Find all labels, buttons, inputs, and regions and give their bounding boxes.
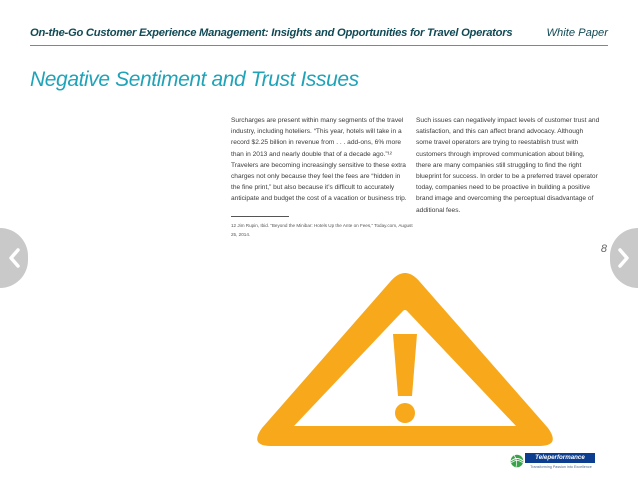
logo-wordmark: Teleperformance [525,453,595,463]
next-page-button[interactable] [610,228,638,288]
globe-emblem-icon [510,453,524,470]
footnote-divider [231,216,289,217]
body-column-left [231,115,411,205]
header-divider [30,45,608,46]
body-paragraph-left: Surcharges are present within many segments of the travel industry, including hoteliers. “This year, hotels will take in a record $2.25 billion in revenue from . . . add-ons, 6% more than in 2013 and nearly double that of a decade ago.”¹² Travelers are becoming increasingly sensitive to these extra charges not only because they feel the fees are “hidden in the fine print,” but also because it’s difficult to accurately anticipate and budget the cost of a vacation or business trip. [231,117,407,203]
chevron-left-icon [7,247,21,269]
previous-page-button[interactable] [0,228,28,288]
section-title: Negative Sentiment and Trust Issues [30,68,359,91]
page-number: 8 [600,243,607,255]
footnote: 12 Jim Rupin, Ibid. “Beyond the Minibar: Hotels Up the Ante on Fees,” Today.com, August 25, 2014. [231,223,413,238]
body-paragraph-right: Such issues can negatively impact levels of customer trust and satisfaction, and this can affect brand advocacy. Although some travel operators are trying to reestablish trust with customers through improved communication about billing, there are many companies still struggling to find the right blueprint for success. In order to be a preferred travel operator today, companies need to be proactive in building a positive brand image and overcoming the perceptual disadvantage of additional fees. [416,117,600,214]
body-column-right [416,115,600,216]
document-title: On-the-Go Customer Experience Management: Insights and Opportunities for Travel Operators [30,27,513,39]
teleperformance-logo [510,452,594,475]
chevron-right-icon [617,247,631,269]
warning-triangle-icon [245,268,565,452]
logo-tagline: Transforming Passion into Excellence [530,465,592,469]
document-type-label: White Paper [546,27,608,39]
